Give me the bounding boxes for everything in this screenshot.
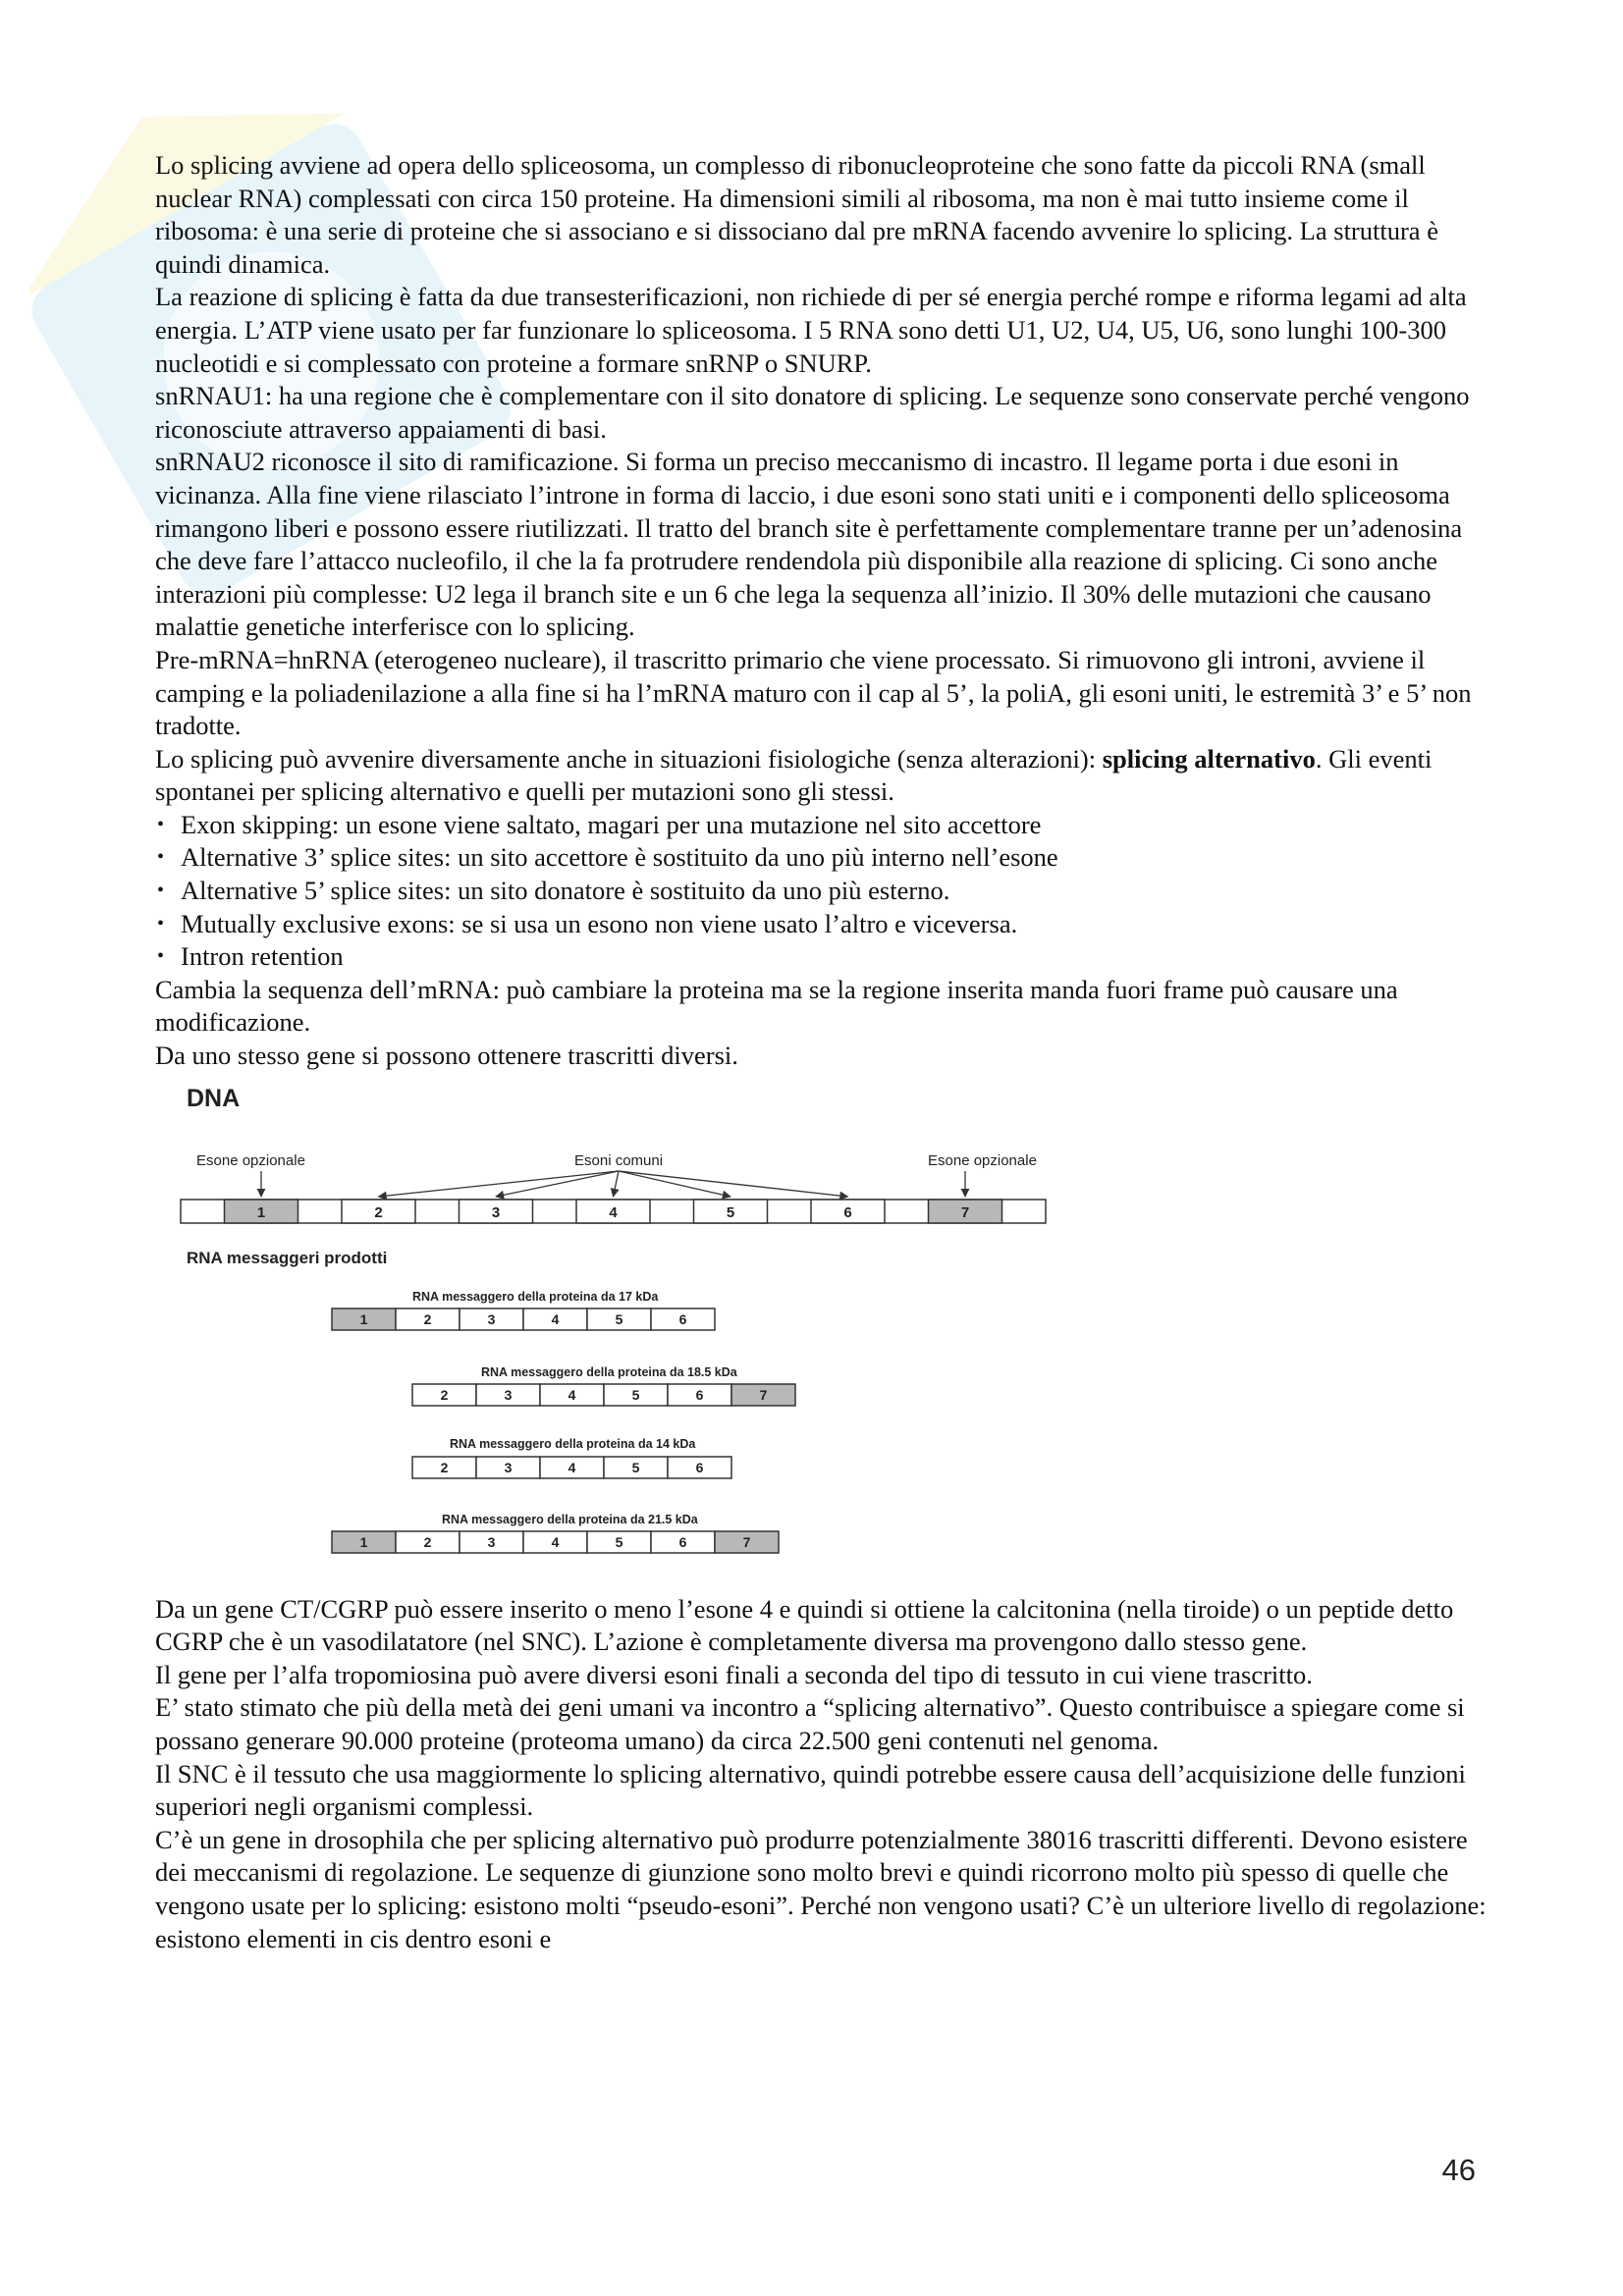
text-span: . Gli eventi spontanei per splicing alternativo e quelli per mutazioni sono gli stessi. bbox=[155, 743, 1433, 807]
dna-exon-label: 3 bbox=[491, 1203, 501, 1221]
paragraph: Lo splicing avviene ad opera dello spliceosoma, un complesso di ribonucleoproteine che sono fatte da piccoli RNA (small nuclear RNA) complessati con circa 150 proteine. Ha dimensioni simili al ribosoma, ma non è mai tutto insieme come il ribosoma: è una serie di proteine che si associano e si dissociano dal pre mRNA facendo avvenire lo splicing. La struttura è quindi dinamica. bbox=[155, 150, 1438, 279]
transcript-exon-label: 7 bbox=[759, 1386, 768, 1403]
paragraph: snRNAU1: ha una regione che è complementare con il sito donatore di splicing. Le sequenze sono conservate perché vengono riconosciute attraverso appaiamenti di basi. bbox=[155, 381, 1470, 444]
list-item: • Mutually exclusive exons: se si usa un esono non viene usato l’altro e viceversa. bbox=[155, 908, 1490, 941]
paragraph: Da uno stesso gene si possono ottenere trascritti diversi. bbox=[155, 1041, 738, 1071]
transcript-exon-label: 5 bbox=[615, 1533, 623, 1550]
transcript-exon-label: 3 bbox=[504, 1459, 513, 1475]
transcript-rows bbox=[332, 1290, 795, 1553]
transcript bbox=[332, 1290, 715, 1330]
transcript-exon-label: 6 bbox=[678, 1533, 687, 1550]
document-page bbox=[155, 149, 1490, 1955]
paragraph: La reazione di splicing è fatta da due transesterificazioni, non richiede di per sé energia perché rompe e riforma legami ad alta energia. L’ATP viene usato per far funzionare lo spliceosoma. I 5 RNA sono detti U1, U2, U4, U5, U6, sono lunghi 100-300 nucleotidi e si complessato con proteine a formare snRNP o SNURP. bbox=[155, 282, 1467, 378]
dna-title: DNA bbox=[187, 1084, 241, 1112]
optional-exon-label-right: Esone opzionale bbox=[928, 1151, 1037, 1169]
transcript-exon-label: 4 bbox=[551, 1533, 560, 1550]
dna-exon-row bbox=[181, 1200, 1046, 1223]
text-span: Lo splicing può avvenire diversamente anche in situazioni fisiologiche (senza alterazioni): bbox=[155, 743, 1103, 774]
transcript-label: RNA messaggero della proteina da 21.5 kDa bbox=[442, 1512, 698, 1526]
transcript-exon-label: 1 bbox=[359, 1310, 368, 1327]
transcript-exon-label: 4 bbox=[568, 1459, 576, 1475]
arrow-common bbox=[614, 1171, 620, 1197]
list-item: • Exon skipping: un esone viene saltato, magari per una mutazione nel sito accettore bbox=[155, 809, 1490, 842]
page-number: 46 bbox=[1441, 2153, 1476, 2187]
dna-exon-label: 2 bbox=[374, 1203, 383, 1221]
transcript bbox=[412, 1437, 731, 1478]
arrow-common bbox=[496, 1171, 619, 1197]
transcript-exon-label: 2 bbox=[423, 1310, 432, 1327]
transcript-exon-label: 1 bbox=[359, 1533, 368, 1550]
arrow-common bbox=[619, 1171, 848, 1197]
transcript-label: RNA messaggero della proteina da 18.5 kDa bbox=[481, 1364, 737, 1379]
bold-term: splicing alternativo bbox=[1102, 743, 1316, 774]
transcript-exon-label: 2 bbox=[440, 1459, 449, 1475]
transcript-exon-label: 3 bbox=[487, 1533, 496, 1550]
transcript-exon-label: 6 bbox=[695, 1459, 704, 1475]
dna-exon-label: 1 bbox=[256, 1203, 266, 1221]
list-item: • Alternative 5’ splice sites: un sito donatore è sostituito da uno più esterno. bbox=[155, 875, 1490, 908]
transcript-exon-label: 7 bbox=[742, 1533, 751, 1550]
transcript-exon-label: 2 bbox=[440, 1386, 449, 1403]
transcript-label: RNA messaggero della proteina da 14 kDa bbox=[450, 1436, 696, 1451]
transcript-exon-label: 3 bbox=[504, 1386, 513, 1403]
paragraph: Pre-mRNA=hnRNA (eterogeneo nucleare), il trascritto primario che viene processato. Si rimuovono gli introni, avviene il camping e la poliadenilazione a alla fine si ha l’mRNA maturo con il cap al 5’, la poliA, gli esoni uniti, le estremità 3’ e 5’ non tradotte. bbox=[155, 644, 1472, 741]
list-item: • Intron retention bbox=[155, 940, 1490, 974]
paragraph: C’è un gene in drosophila che per splicing alternativo può produrre potenzialmente 38016 trascritti differenti. Devono esistere dei meccanismi di regolazione. Le sequenze di giunzione sono molto brevi e quindi ricorrono molto più spesso di quelle che vengono usate per lo splicing: esistono molti “pseudo-esoni”. Perché non vengono usati? C’è un ulteriore livello di regolazione: esistono elementi in cis dentro esoni e bbox=[155, 1824, 1487, 1953]
arrow-common bbox=[379, 1171, 620, 1197]
transcript-label: RNA messaggero della proteina da 17 kDa bbox=[412, 1289, 659, 1304]
transcript-exon-label: 5 bbox=[631, 1459, 640, 1475]
transcript-exon-label: 5 bbox=[631, 1386, 640, 1403]
transcript-exon-label: 4 bbox=[551, 1310, 560, 1327]
paragraph: Il SNC è il tessuto che usa maggiormente lo splicing alternativo, quindi potrebbe essere causa dell’acquisizione delle funzioni superiori negli organismi complessi. bbox=[155, 1758, 1466, 1822]
transcript-exon-label: 5 bbox=[615, 1310, 623, 1327]
paragraph: Il gene per l’alfa tropomiosina può avere diversi esoni finali a seconda del tipo di tessuto in cui viene trascritto. bbox=[155, 1659, 1313, 1689]
dna-exon-label: 6 bbox=[843, 1203, 852, 1221]
optional-exon-label-left: Esone opzionale bbox=[196, 1151, 305, 1169]
transcript bbox=[332, 1513, 779, 1553]
exon-arrows bbox=[261, 1171, 965, 1197]
paragraph: Da un gene CT/CGRP può essere inserito o meno l’esone 4 e quindi si ottiene la calcitonina (nella tiroide) o un peptide detto CGRP che è un vasodilatatore (nel SNC). L’azione è completamente diversa ma provengono dallo stesso gene. bbox=[155, 1593, 1454, 1657]
dna-exon-label: 7 bbox=[960, 1203, 970, 1221]
paragraph: E’ stato stimato che più della metà dei geni umani va incontro a “splicing alternativo”. Questo contribuisce a spiegare come si possano generare 90.000 proteine (proteoma umano) da circa 22.500 geni contenuti nel genoma. bbox=[155, 1692, 1465, 1755]
splicing-diagram bbox=[167, 1077, 1070, 1587]
bullet-list bbox=[155, 809, 1490, 974]
paragraph: Cambia la sequenza dell’mRNA: può cambiare la proteina ma se la regione inserita manda fuori frame può causare una modificazione. bbox=[155, 974, 1398, 1038]
transcript-exon-label: 4 bbox=[568, 1386, 576, 1403]
paragraph-alternative-splicing bbox=[155, 743, 1490, 809]
dna-exon-label: 5 bbox=[726, 1203, 735, 1221]
list-item: • Alternative 3’ splice sites: un sito accettore è sostituito da uno più interno nell’esone bbox=[155, 841, 1490, 875]
arrow-common bbox=[619, 1171, 730, 1197]
transcript-exon-label: 6 bbox=[695, 1386, 704, 1403]
splicing-figure bbox=[167, 1077, 1070, 1587]
dna-exon-label: 4 bbox=[609, 1203, 618, 1221]
common-exons-label: Esoni comuni bbox=[574, 1151, 664, 1169]
transcript-exon-label: 3 bbox=[487, 1310, 496, 1327]
paragraph: snRNAU2 riconosce il sito di ramificazione. Si forma un preciso meccanismo di incastro. Il legame porta i due esoni in vicinanza. Alla fine viene rilasciato l’introne in forma di laccio, i due esoni sono stati uniti e i componenti dello spliceosoma rimangono liberi e possono essere riutilizzati. Il tratto del branch site è perfettamente complementare tranne per un’adenosina che deve fare l’attacco nucleofilo, il che la fa protrudere rendendola più disponibile alla reazione di splicing. Ci sono anche interazioni più complesse: U2 lega il branch site e un 6 che lega la sequenza all’inizio. Il 30% delle mutazioni che causano malattie genetiche interferisce con lo splicing. bbox=[155, 447, 1463, 642]
transcript-exon-label: 2 bbox=[423, 1533, 432, 1550]
transcript bbox=[412, 1365, 795, 1406]
transcript-exon-label: 6 bbox=[678, 1310, 687, 1327]
mrna-title: RNA messaggeri prodotti bbox=[187, 1248, 388, 1267]
